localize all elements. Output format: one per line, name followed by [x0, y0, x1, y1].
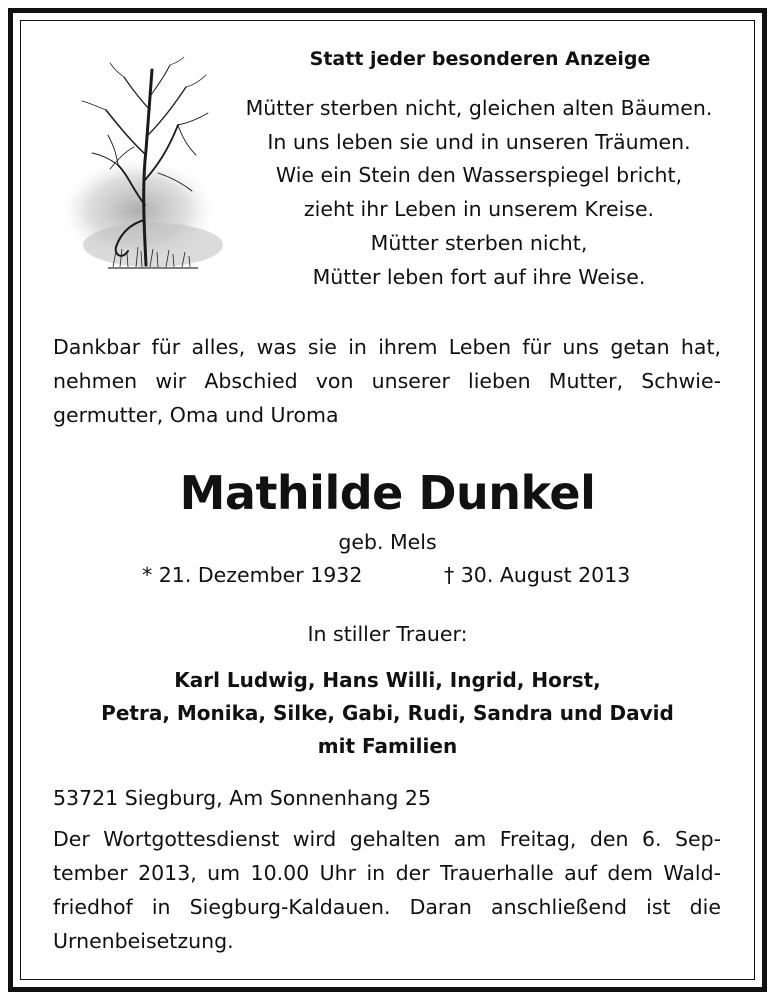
service-line: friedhof in Siegburg-Kaldauen. Daran anschließend ist die [53, 895, 721, 919]
intro-paragraph [53, 330, 721, 432]
deceased-name: Mathilde Dunkel [179, 466, 596, 520]
intro-line: nehmen wir Abschied von unserer lieben Mutter, Schwie- [53, 369, 721, 393]
birth-date: * 21. Dezember 1932 [142, 563, 363, 587]
mourners-list [0, 664, 775, 763]
intro-line: Dankbar für alles, was sie in ihrem Leben für uns getan hat, [53, 335, 721, 359]
mourners-line: mit Familien [317, 734, 458, 758]
mourners-line: Petra, Monika, Silke, Gabi, Rudi, Sandra und David [101, 701, 674, 725]
death-date: † 30. August 2013 [444, 563, 631, 587]
poem [245, 92, 713, 294]
poem-line: zieht ihr Leben in unserem Kreise. [303, 197, 655, 222]
poem-line: Mütter sterben nicht, gleichen alten Bäumen. [245, 96, 713, 120]
headline: Statt jeder besonderen Anzeige [309, 48, 651, 70]
service-line: Urnenbeisetzung. [53, 929, 234, 953]
service-paragraph [53, 822, 721, 958]
tree-illustration [58, 55, 228, 285]
service-line: tember 2013, um 10.00 Uhr in der Trauerhalle auf dem Wald- [53, 861, 721, 885]
intro-line: germutter, Oma und Uroma [53, 403, 339, 427]
mourning-heading: In stiller Trauer: [307, 622, 468, 646]
service-line: Der Wortgottesdienst wird gehalten am Freitag, den 6. Sep- [53, 827, 721, 851]
mourners-line: Karl Ludwig, Hans Willi, Ingrid, Horst, [174, 668, 601, 692]
poem-line: Mütter leben fort auf ihre Weise. [312, 264, 646, 289]
poem-line: In uns leben sie und in unseren Träumen. [267, 129, 691, 154]
birth-name: geb. Mels [338, 530, 437, 554]
poem-line: Mütter sterben nicht, [370, 230, 588, 255]
address: 53721 Siegburg, Am Sonnenhang 25 [53, 786, 431, 810]
poem-line: Wie ein Stein den Wasserspiegel bricht, [275, 163, 683, 188]
